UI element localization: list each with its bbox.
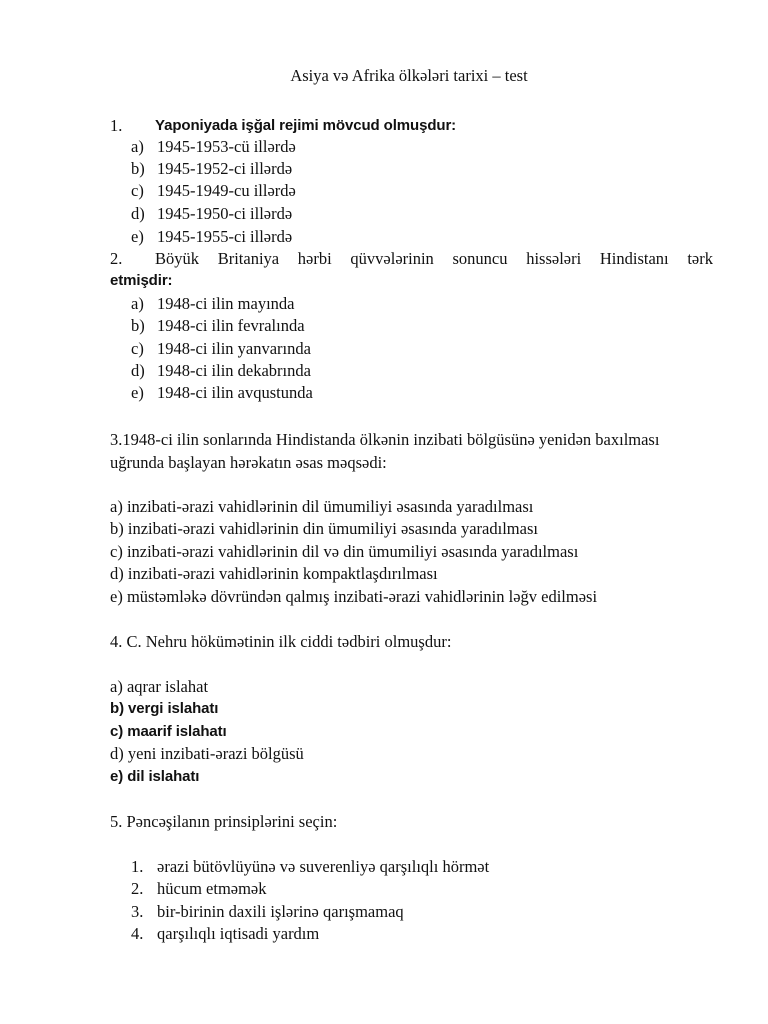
q1-option-b-label: b) [131, 159, 145, 178]
q5-item-3-text: bir-birinin daxili işlərinə qarışmamaq [157, 902, 404, 921]
q1-option-a-label: a) [131, 137, 144, 156]
q2-option-e-label: e) [131, 383, 144, 402]
question-1-number: 1. [110, 116, 123, 135]
q3-option-b: b) inzibati-ərazi vahidlərinin din ümumiliyi əsasında yaradılması [110, 519, 538, 538]
q2-option-d-text: 1948-ci ilin dekabrında [157, 361, 311, 380]
question-3-line-1: 3.1948-ci ilin sonlarında Hindistanda ölkənin inzibati bölgüsünə yenidən baxılması [110, 430, 660, 449]
q4-option-b: b) vergi islahatı [110, 700, 219, 717]
q2-option-a-text: 1948-ci ilin mayında [157, 294, 295, 313]
q2-option-b-label: b) [131, 316, 145, 335]
question-2-line-1: Böyük Britaniya hərbi qüvvələrinin sonuncu hissələri Hindistanı tərk [155, 249, 713, 268]
q3-option-c: c) inzibati-ərazi vahidlərinin dil və din ümumiliyi əsasında yaradılması [110, 542, 579, 561]
q2-option-c-label: c) [131, 339, 144, 358]
q1-option-e-text: 1945-1955-ci illərdə [157, 227, 293, 246]
q4-option-e: e) dil islahatı [110, 768, 200, 785]
q2-option-c-text: 1948-ci ilin yanvarında [157, 339, 311, 358]
q4-option-c: c) maarif islahatı [110, 723, 227, 740]
question-5-text: 5. Pəncəşilanın prinsiplərini seçin: [110, 812, 338, 831]
q5-item-4-text: qarşılıqlı iqtisadi yardım [157, 924, 320, 943]
q5-item-1-text: ərazi bütövlüyünə və suverenliyə qarşılıqlı hörmət [157, 857, 490, 876]
q1-option-d-label: d) [131, 204, 145, 223]
q5-item-3-label: 3. [131, 902, 144, 921]
question-4-text: 4. C. Nehru hökümətinin ilk ciddi tədbiri olmuşdur: [110, 632, 452, 651]
q5-item-4-label: 4. [131, 924, 144, 943]
q2-option-e-text: 1948-ci ilin avqustunda [157, 383, 313, 402]
q1-option-a-text: 1945-1953-cü illərdə [157, 137, 296, 156]
q1-option-d-text: 1945-1950-ci illərdə [157, 204, 293, 223]
q3-option-a: a) inzibati-ərazi vahidlərinin dil ümumiliyi əsasında yaradılması [110, 497, 534, 516]
question-3-line-2: uğrunda başlayan hərəkatın əsas məqsədi: [110, 453, 387, 472]
q1-option-b-text: 1945-1952-ci illərdə [157, 159, 293, 178]
q1-option-e-label: e) [131, 227, 144, 246]
q1-option-c-label: c) [131, 181, 144, 200]
question-2-number: 2. [110, 249, 123, 268]
question-1-text: Yaponiyada işğal rejimi mövcud olmuşdur: [155, 117, 457, 134]
q1-option-c-text: 1945-1949-cu illərdə [157, 181, 296, 200]
q2-option-b-text: 1948-ci ilin fevralında [157, 316, 305, 335]
q2-option-a-label: a) [131, 294, 144, 313]
q5-item-2-label: 2. [131, 879, 144, 898]
document-title: Asiya və Afrika ölkələri tarixi – test [290, 66, 528, 85]
question-2-line-2: etmişdir: [110, 272, 173, 289]
q4-option-d: d) yeni inzibati-ərazi bölgüsü [110, 744, 304, 763]
q5-item-1-label: 1. [131, 857, 144, 876]
q3-option-e: e) müstəmləkə dövründən qalmış inzibati-ərazi vahidlərinin ləğv edilməsi [110, 587, 598, 606]
q4-option-a: a) aqrar islahat [110, 677, 209, 696]
q5-item-2-text: hücum etməmək [157, 879, 267, 898]
q2-option-d-label: d) [131, 361, 145, 380]
q3-option-d: d) inzibati-ərazi vahidlərinin kompaktlaşdırılması [110, 564, 438, 583]
